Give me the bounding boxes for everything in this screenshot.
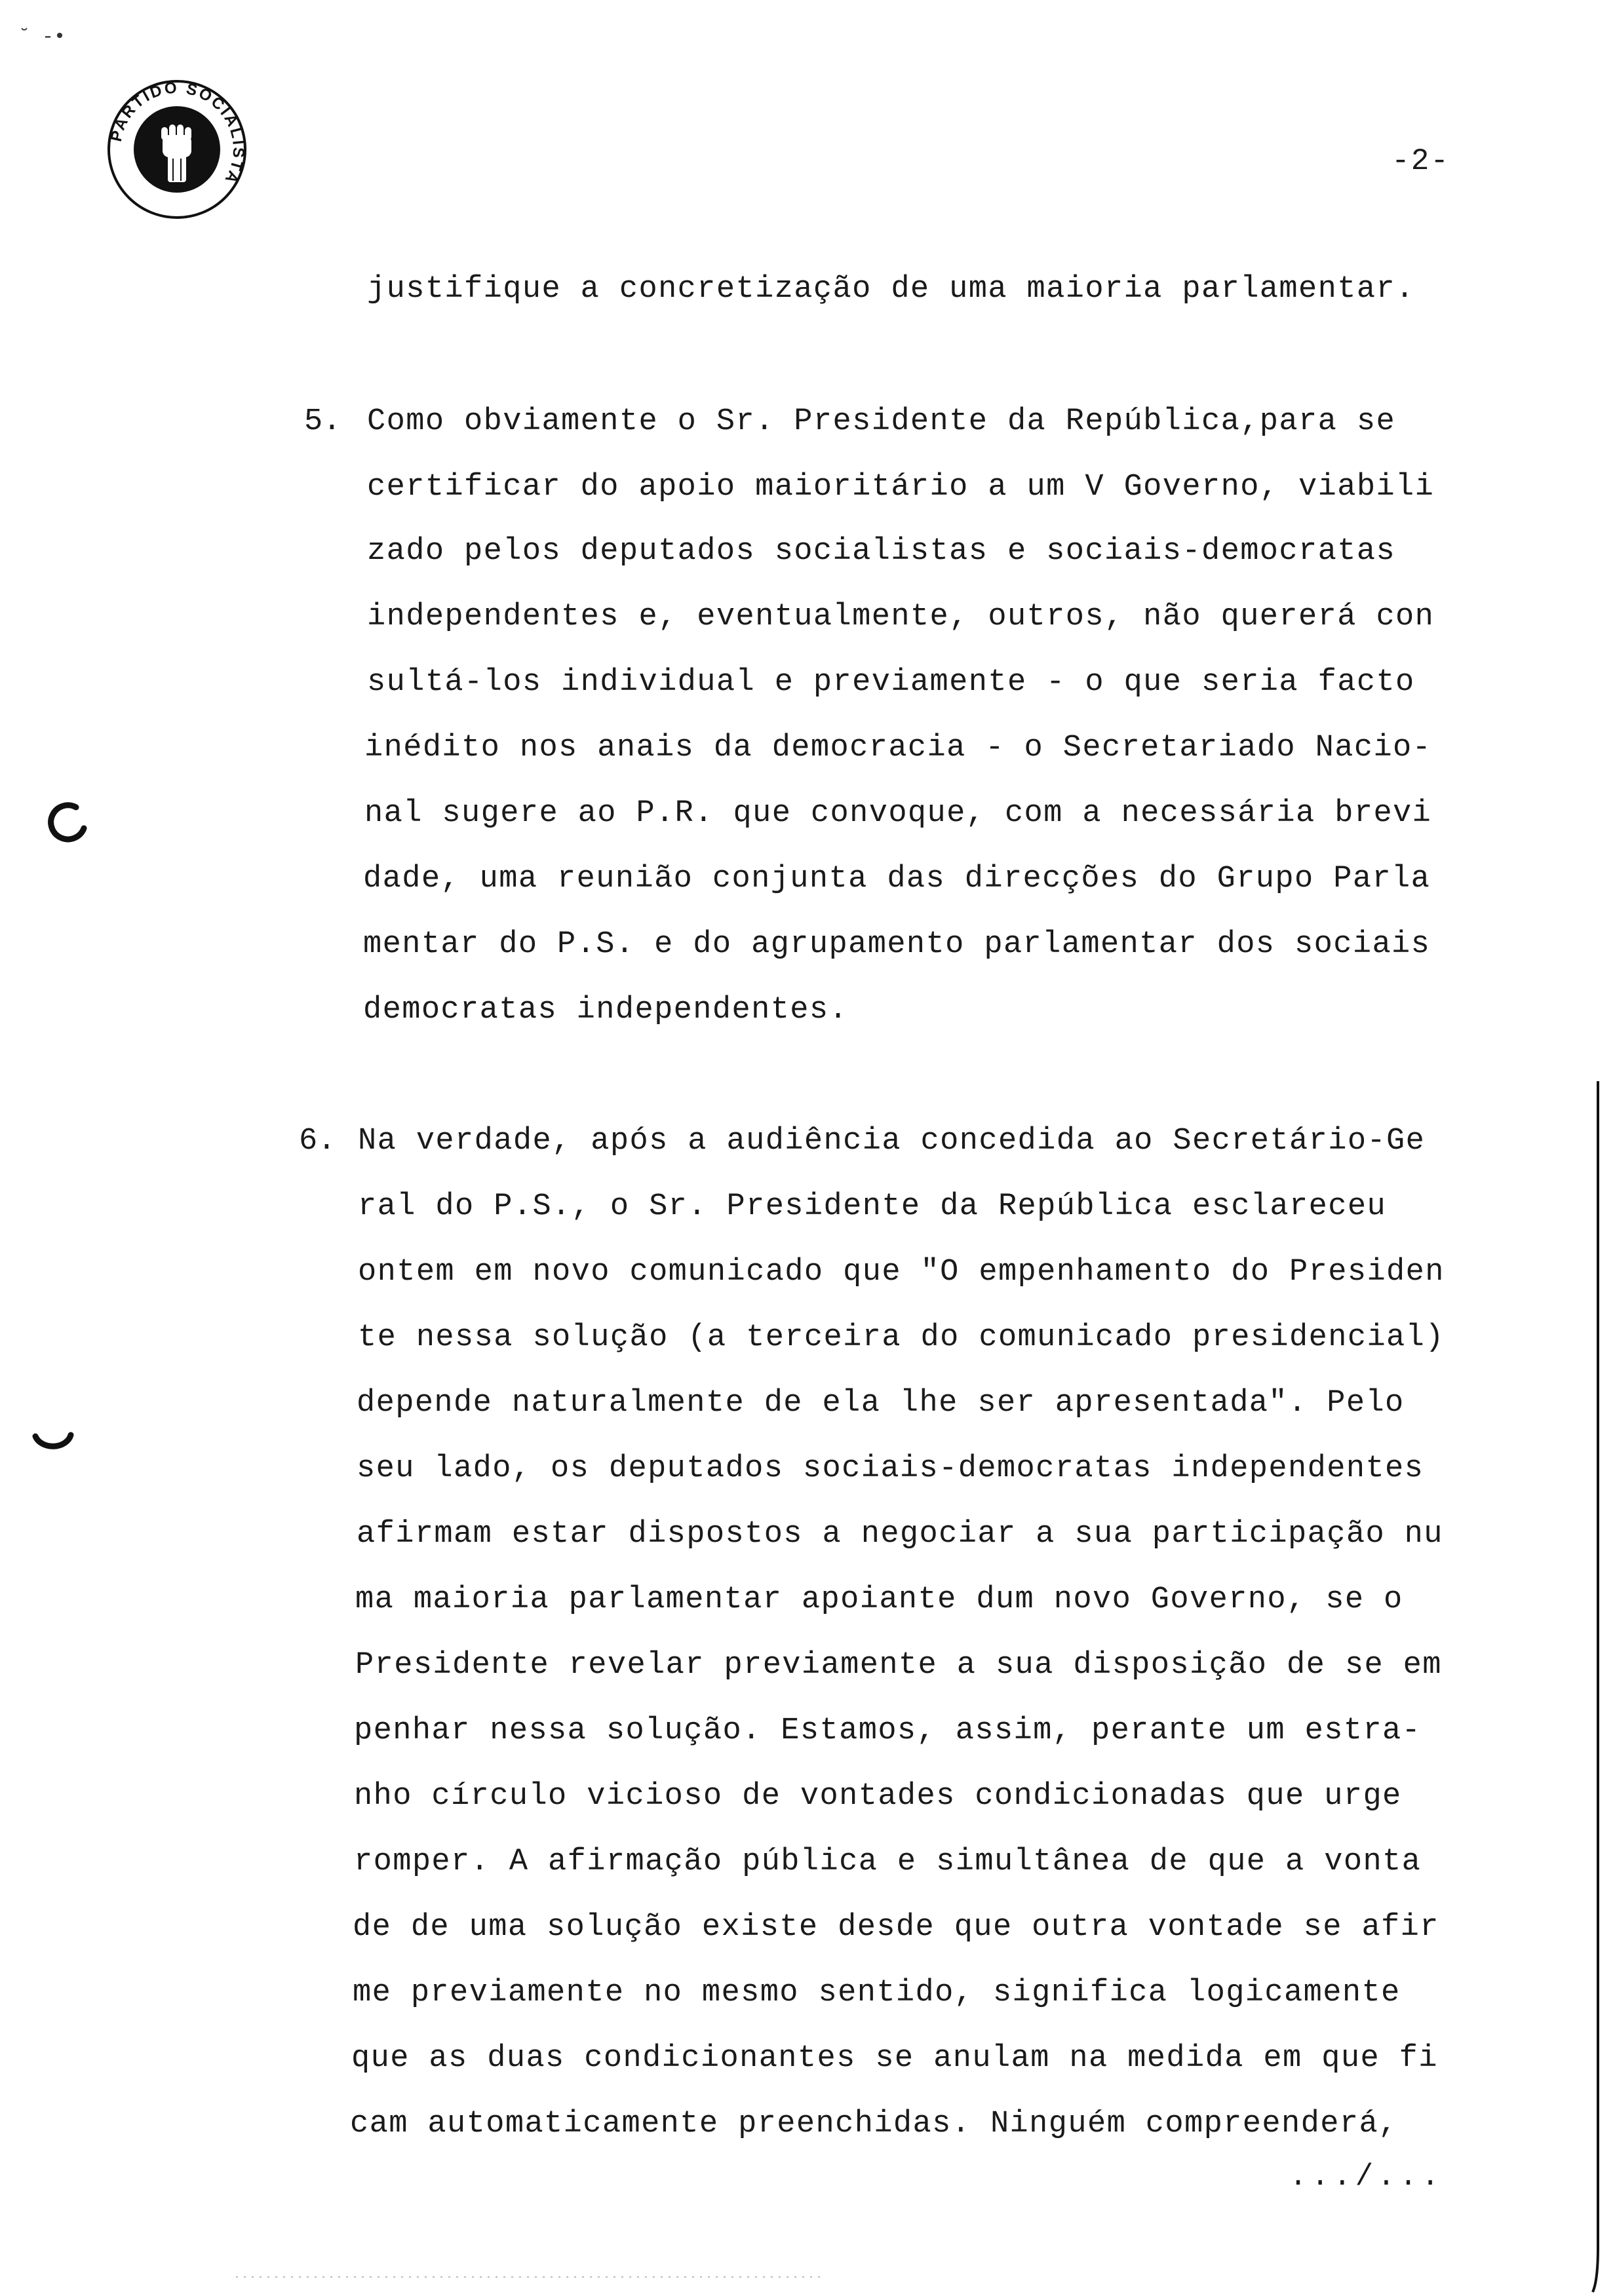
- paragraph-line: te nessa solução (a terceira do comunicado presidencial): [358, 1320, 1445, 1355]
- paragraph-number: 5.: [304, 404, 341, 439]
- paragraph-line: dade, uma reunião conjunta das direcções do Grupo Parla: [363, 862, 1431, 896]
- paragraph-line: certificar do apoio maioritário a um V Governo, viabili: [367, 470, 1435, 505]
- paragraph-line: romper. A afirmação pública e simultânea de que a vonta: [354, 1845, 1422, 1879]
- paragraph-line: zado pelos deputados socialistas e sociais-democratas: [367, 534, 1396, 569]
- paragraph-line: mentar do P.S. e do agrupamento parlamentar dos sociais: [363, 927, 1431, 962]
- paragraph-line: Como obviamente o Sr. Presidente da República,para se: [367, 404, 1396, 439]
- paragraph-line: de de uma solução existe desde que outra vontade se afir: [353, 1910, 1439, 1945]
- paragraph-number: 6.: [299, 1124, 336, 1158]
- paragraph-line: cam automaticamente preenchidas. Ninguém compreenderá,: [350, 2107, 1398, 2141]
- paragraph-line: seu lado, os deputados sociais-democratas independentes: [357, 1451, 1424, 1486]
- svg-text:PARTIDO SOCIALISTA: PARTIDO SOCIALISTA: [107, 79, 248, 188]
- paragraph-line: democratas independentes.: [363, 993, 849, 1027]
- intro-line: justifique a concretização de uma maioria parlamentar.: [367, 272, 1415, 307]
- paragraph-line: Presidente revelar previamente a sua disposição de se em: [355, 1648, 1442, 1683]
- page-number: -2-: [1391, 144, 1450, 178]
- page-edge-line: [1591, 1081, 1603, 2293]
- paragraph-line: ma maioria parlamentar apoiante dum novo Governo, se o: [355, 1582, 1403, 1617]
- punch-hole-mark: [43, 798, 89, 844]
- paragraph-line: penhar nessa solução. Estamos, assim, perante um estra-: [354, 1713, 1422, 1748]
- punch-hole-mark: [29, 1417, 75, 1463]
- scan-artifact: [236, 2274, 826, 2280]
- paragraph-line: sultá-los individual e previamente - o que seria facto: [367, 665, 1415, 700]
- paragraph-line: depende naturalmente de ela lhe ser apresentada". Pelo: [357, 1386, 1405, 1421]
- paragraph-line: nal sugere ao P.R. que convoque, com a necessária brevi: [364, 796, 1432, 831]
- paragraph-line: Na verdade, após a audiência concedida ao Secretário-Ge: [358, 1124, 1426, 1158]
- party-logo: [105, 77, 249, 221]
- paragraph-line: me previamente no mesmo sentido, significa logicamente: [353, 1976, 1401, 2010]
- continuation-mark: .../...: [1289, 2160, 1443, 2194]
- paragraph-line: nho círculo vicioso de vontades condicionadas que urge: [354, 1779, 1402, 1814]
- paragraph-line: inédito nos anais da democracia - o Secretariado Nacio-: [364, 731, 1432, 765]
- paragraph-line: independentes e, eventualmente, outros, não quererá con: [367, 600, 1435, 634]
- paragraph-line: afirmam estar dispostos a negociar a sua participação nu: [357, 1517, 1443, 1552]
- paragraph-line: ontem em novo comunicado que "O empenhamento do Presiden: [358, 1255, 1445, 1290]
- paragraph-line: que as duas condicionantes se anulam na medida em que fi: [351, 2041, 1438, 2076]
- paragraph-line: ral do P.S., o Sr. Presidente da República esclareceu: [358, 1189, 1387, 1224]
- corner-mark: ˘ -•: [18, 26, 66, 48]
